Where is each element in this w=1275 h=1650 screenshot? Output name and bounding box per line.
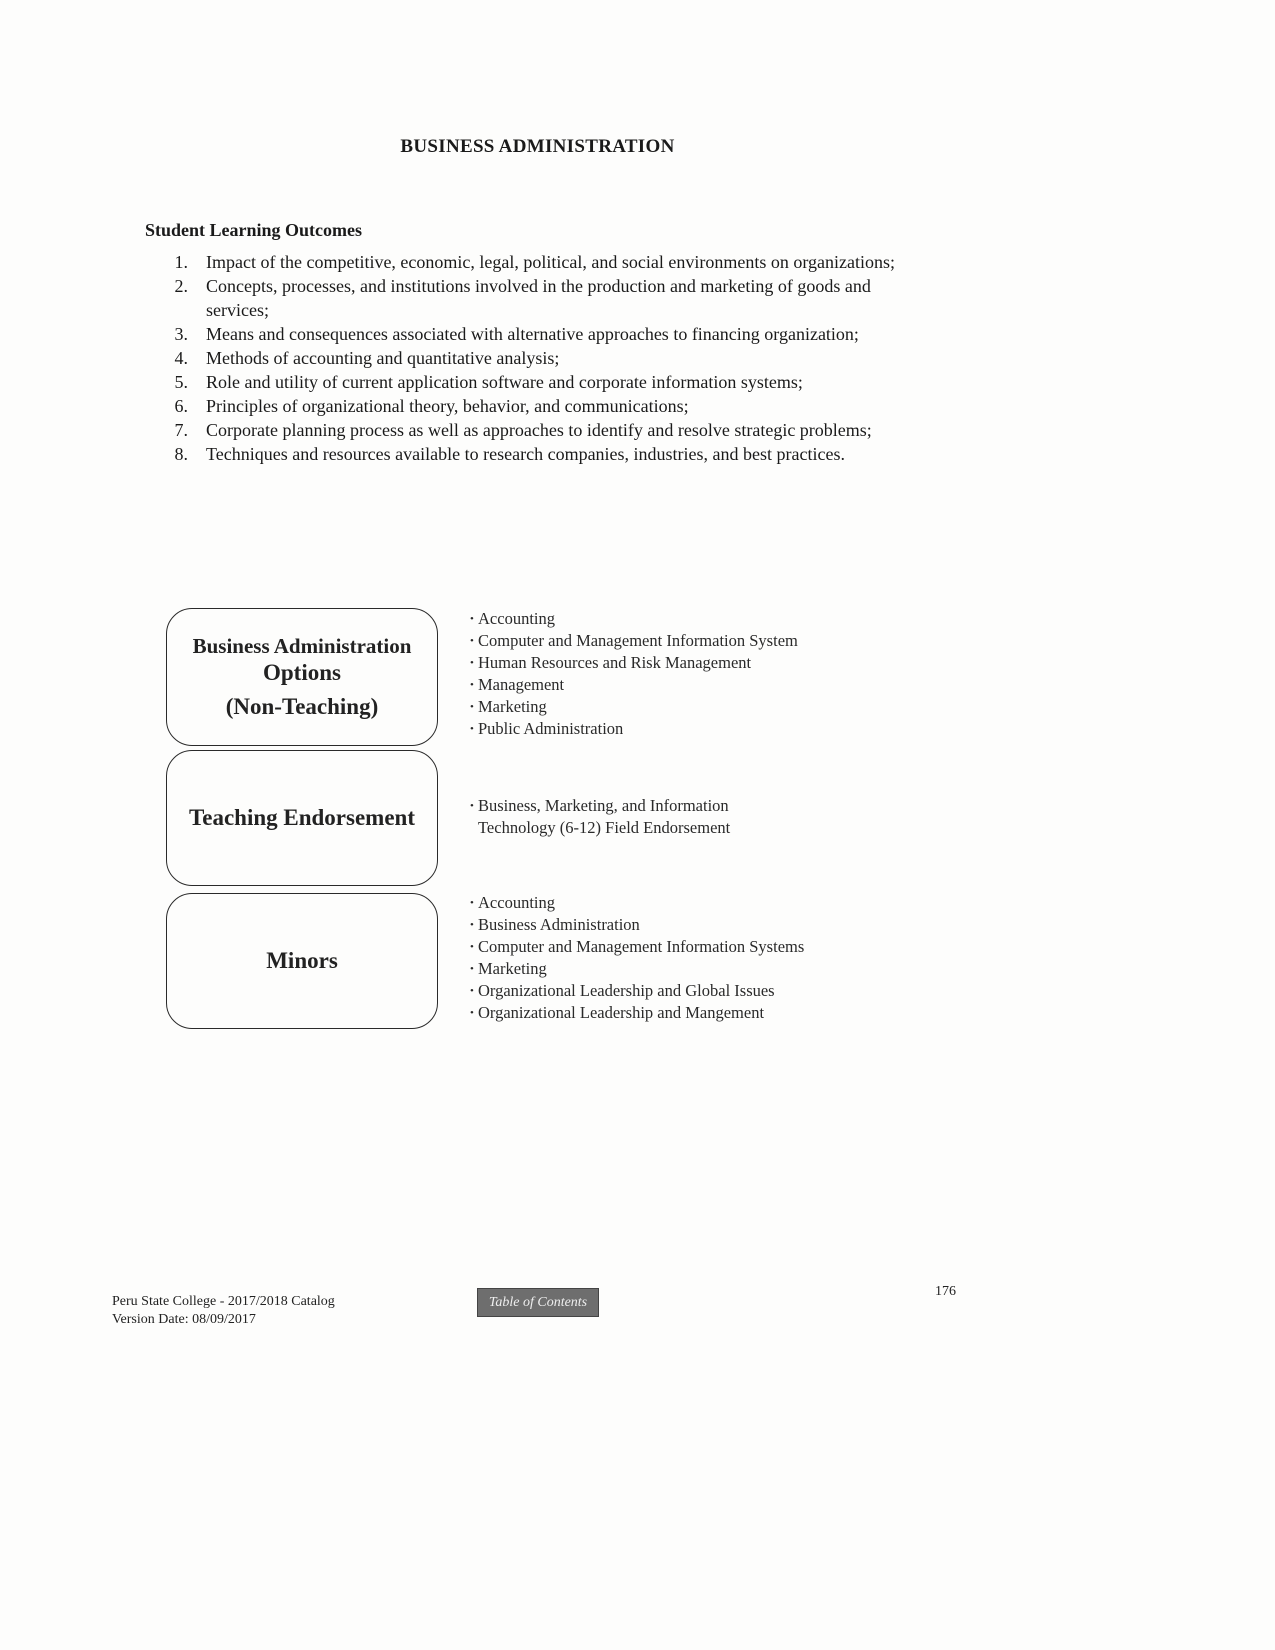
outcome-text: Principles of organizational theory, behavior, and communications; — [206, 396, 689, 416]
options-title-line2: Options — [263, 660, 341, 685]
outcome-text: Means and consequences associated with alternative approaches to financing organization; — [206, 324, 859, 344]
outcomes-list — [170, 250, 930, 466]
outcome-text: Concepts, processes, and institutions involved in the production and marketing of goods and services; — [206, 276, 871, 320]
list-item: • Accounting — [470, 608, 798, 630]
outcome-number: 4 . — [170, 346, 188, 370]
list-item: • Business Administration — [470, 914, 804, 936]
list-item: • Organizational Leadership and Global Issues — [470, 980, 804, 1002]
outcome-text: Role and utility of current application software and corporate information systems; — [206, 372, 803, 392]
outcome-text: Corporate planning process as well as approaches to identify and resolve strategic problems; — [206, 420, 872, 440]
outcome-item — [170, 394, 930, 418]
outcome-number: 5 . — [170, 370, 188, 394]
outcome-number: 8 . — [170, 442, 188, 466]
options-box — [166, 608, 438, 746]
outcome-item — [170, 418, 930, 442]
outcome-number: 3 . — [170, 322, 188, 346]
footer-info — [112, 1293, 335, 1329]
list-item: • Business, Marketing, and Information Technology (6-12) Field Endorsement — [470, 795, 780, 839]
outcome-item — [170, 322, 930, 346]
outcome-number: 1 . — [170, 250, 188, 274]
minors-title: Minors — [266, 948, 338, 973]
list-item: • Organizational Leadership and Mangement — [470, 1002, 804, 1024]
list-item: • Accounting — [470, 892, 804, 914]
outcome-item — [170, 442, 930, 466]
slo-heading: Student Learning Outcomes — [145, 220, 363, 240]
outcome-item — [170, 274, 930, 322]
options-title-line1: Business Administration — [192, 634, 412, 658]
outcome-number: 7 . — [170, 418, 188, 442]
page-title: BUSINESS ADMINISTRATION — [400, 136, 675, 157]
outcome-text: Methods of accounting and quantitative analysis; — [206, 348, 560, 368]
footer-version-date: Version Date: 08/09/2017 — [112, 1312, 256, 1327]
endorsement-list — [470, 795, 780, 839]
endorsement-box — [166, 750, 438, 886]
minors-box — [166, 893, 438, 1029]
page-number: 176 — [935, 1284, 956, 1299]
outcome-item — [170, 370, 930, 394]
options-title-line3: (Non-Teaching) — [225, 694, 379, 719]
list-item: • Human Resources and Risk Management — [470, 652, 798, 674]
outcome-item — [170, 250, 930, 274]
list-item: • Management — [470, 674, 798, 696]
outcome-text: Impact of the competitive, economic, legal, political, and social environments on organizations; — [206, 252, 895, 272]
list-item: • Public Administration — [470, 718, 798, 740]
list-item: • Marketing — [470, 958, 804, 980]
table-of-contents-button[interactable]: Table of Contents — [477, 1288, 599, 1317]
outcome-number: 2 . — [170, 274, 188, 298]
list-item: • Computer and Management Information System — [470, 630, 798, 652]
list-item: • Computer and Management Information Systems — [470, 936, 804, 958]
list-item: • Marketing — [470, 696, 798, 718]
endorsement-title: Teaching Endorsement — [189, 805, 415, 830]
outcome-item — [170, 346, 930, 370]
outcome-number: 6 . — [170, 394, 188, 418]
footer-catalog: Peru State College - 2017/2018 Catalog — [112, 1294, 335, 1309]
outcome-text: Techniques and resources available to research companies, industries, and best practices. — [206, 444, 845, 464]
minors-list — [470, 892, 804, 1024]
options-list — [470, 608, 798, 740]
